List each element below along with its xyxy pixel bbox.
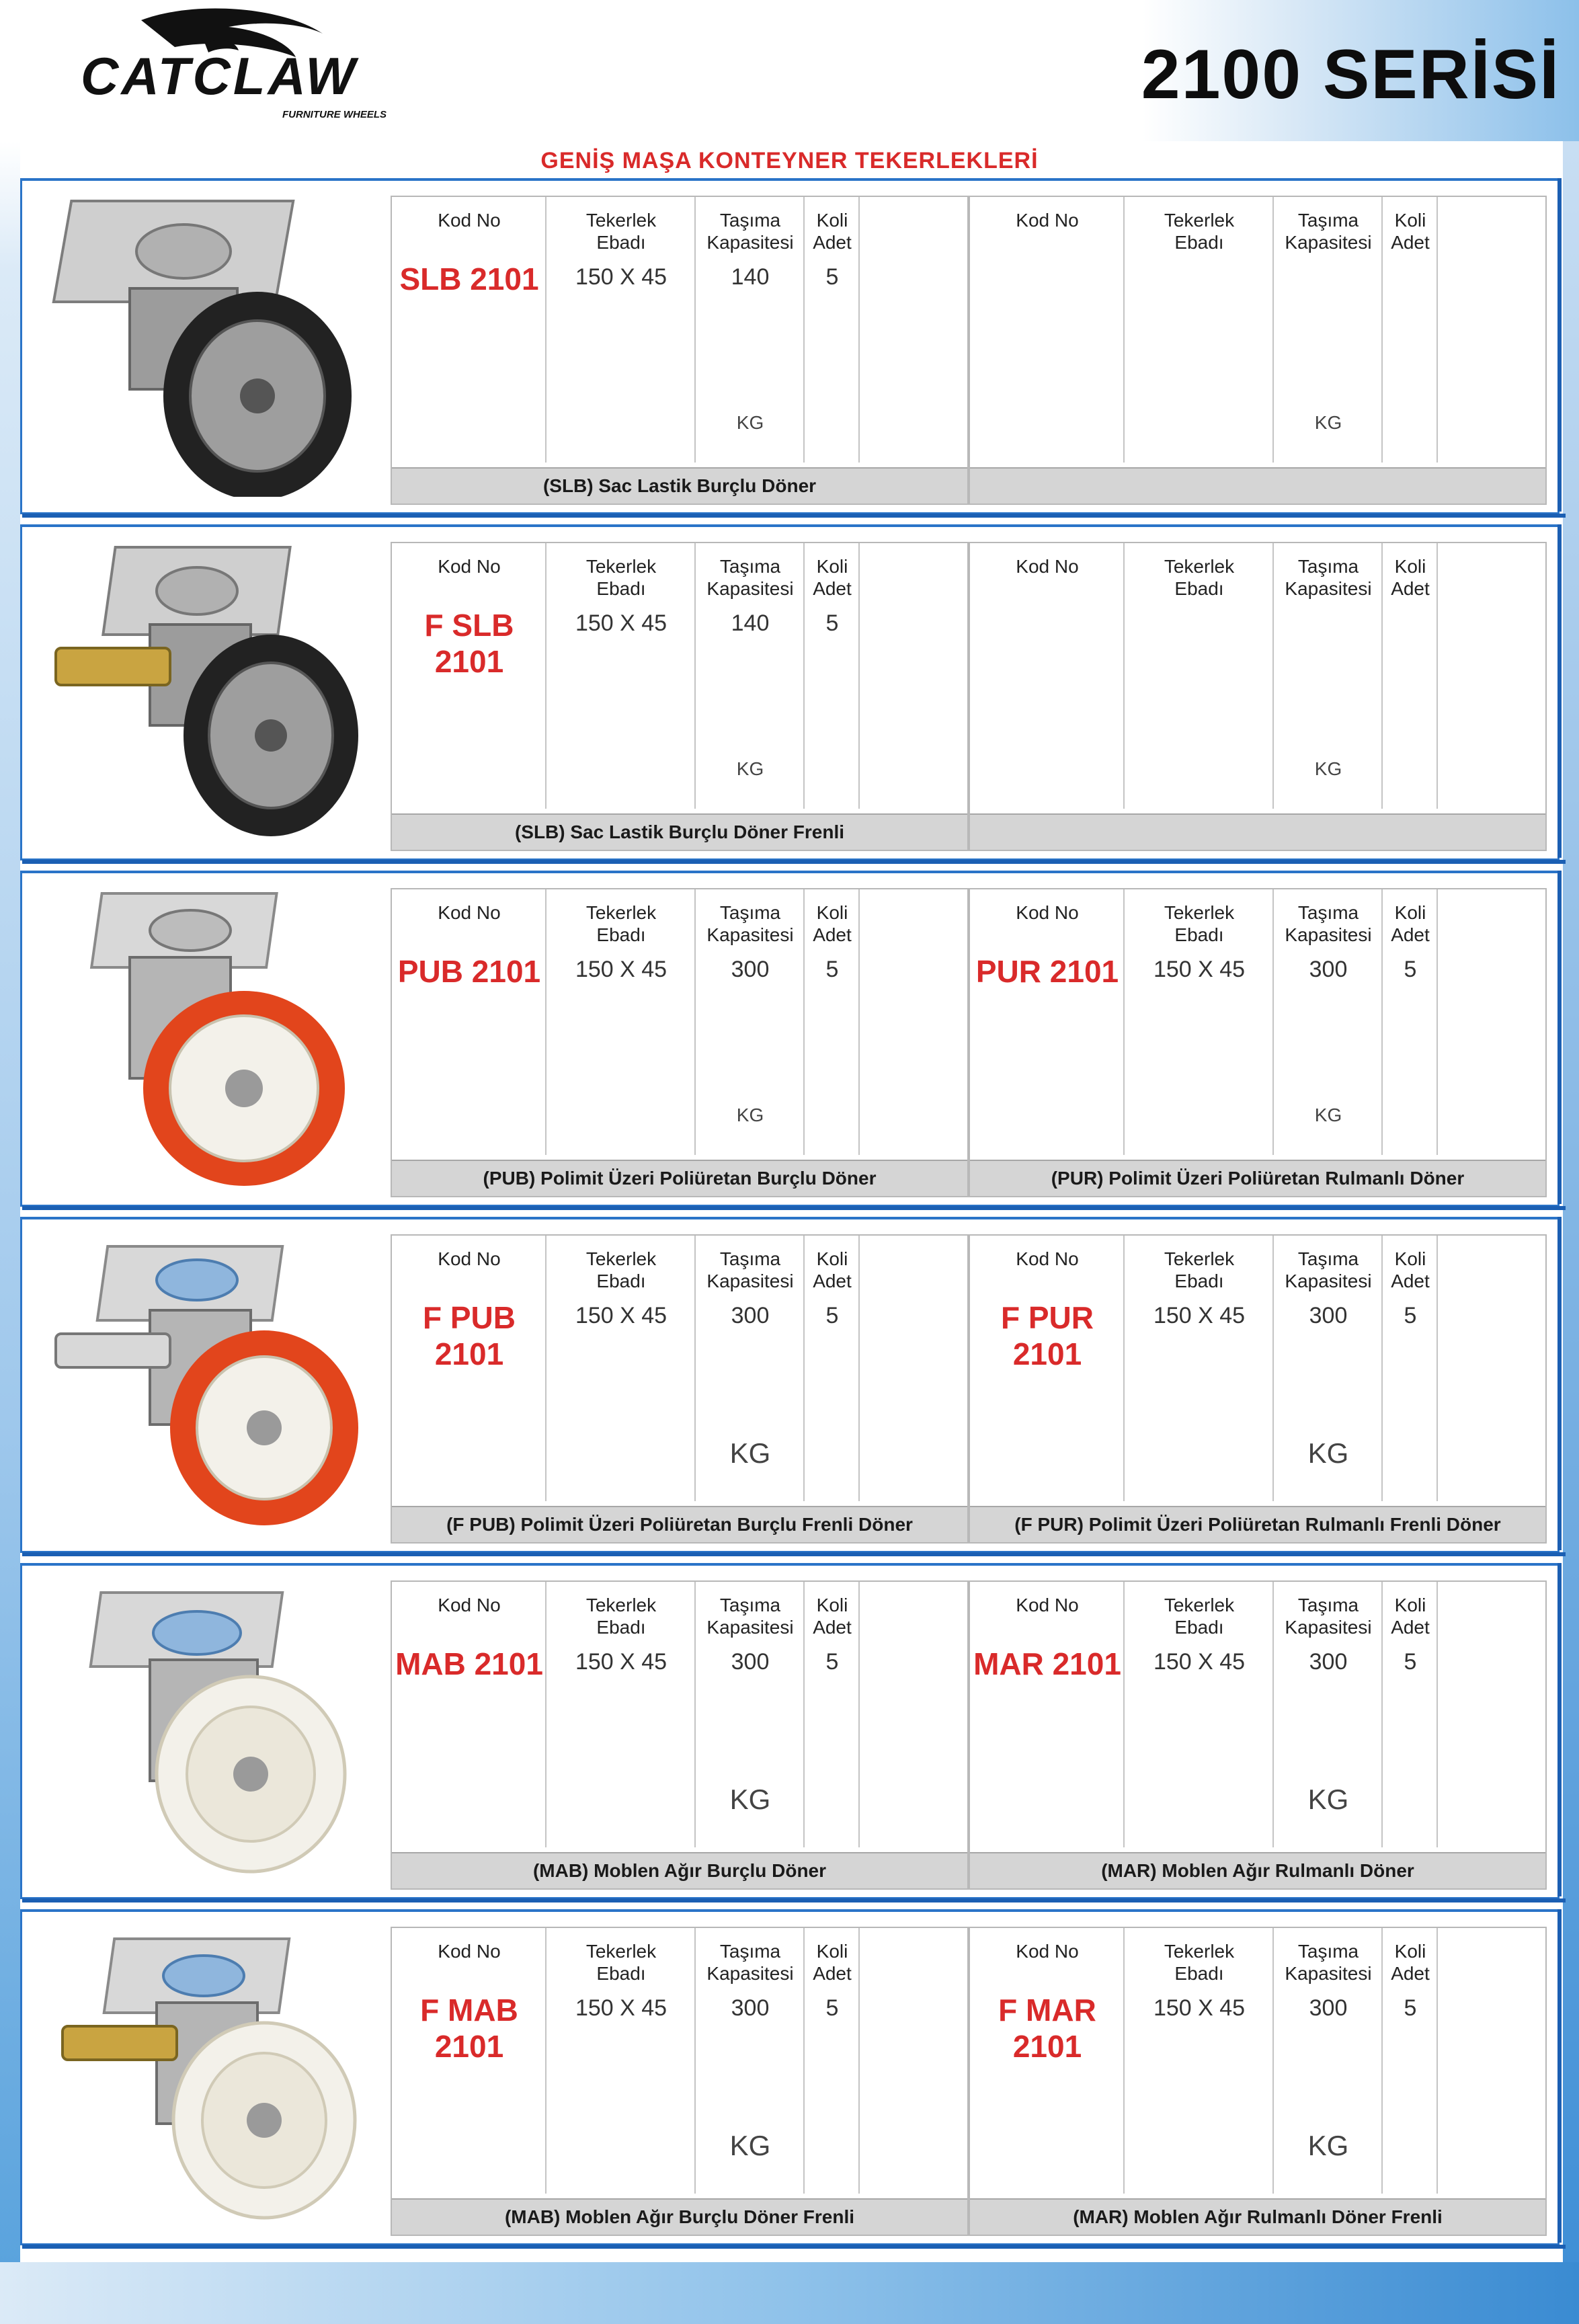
col-header-size: Tekerlek Ebadı — [1164, 1595, 1235, 1638]
product-table — [391, 1927, 969, 2236]
wheel-size: 150 X 45 — [575, 1995, 667, 2021]
col-header-size: Tekerlek Ebadı — [585, 1595, 657, 1638]
product-caption: (F PUB) Polimit Üzeri Poliüretan Burçlu Frenli Döner — [392, 1506, 967, 1542]
capacity: 300 — [1309, 1303, 1348, 1328]
product-caption: (SLB) Sac Lastik Burçlu Döner Frenli — [392, 813, 967, 850]
product-caption: (MAR) Moblen Ağır Rulmanlı Döner Frenli — [970, 2198, 1545, 2235]
product-table — [391, 1234, 969, 1544]
product-code: PUR 2101 — [975, 954, 1119, 989]
col-header-capacity: Taşıma Kapasitesi — [1285, 210, 1372, 253]
unit-kg: KG — [729, 2130, 771, 2161]
col-header-code: Kod No — [438, 1595, 501, 1615]
col-header-capacity: Taşıma Kapasitesi — [1285, 1941, 1372, 1984]
product-table — [969, 1580, 1547, 1890]
unit-kg: KG — [1307, 1784, 1349, 1815]
col-header-size: Tekerlek Ebadı — [1164, 902, 1235, 945]
product-table — [969, 542, 1547, 851]
box-qty: 5 — [1404, 1649, 1417, 1675]
swivel-caster-white-nylon-image — [36, 1579, 399, 1882]
product-code: F SLB 2101 — [424, 608, 514, 679]
right-decorative-band — [1563, 141, 1579, 2266]
capacity: 300 — [1309, 957, 1348, 982]
product-code: SLB 2101 — [399, 262, 539, 296]
product-caption: (PUB) Polimit Üzeri Poliüretan Burçlu Döner — [392, 1160, 967, 1196]
product-table — [969, 1234, 1547, 1544]
braked-caster-black-rubber-image — [36, 540, 399, 843]
product-table — [391, 1580, 969, 1890]
product-table — [391, 196, 969, 505]
col-header-size: Tekerlek Ebadı — [585, 1941, 657, 1984]
wheel-size: 150 X 45 — [1153, 1649, 1246, 1675]
product-code: F PUB 2101 — [423, 1300, 516, 1371]
col-header-capacity: Taşıma Kapasitesi — [1285, 1595, 1372, 1638]
product-code: MAB 2101 — [395, 1646, 543, 1681]
unit-kg: KG — [736, 1105, 764, 1125]
product-code: MAR 2101 — [973, 1646, 1121, 1681]
product-row-fslb — [20, 524, 1560, 860]
col-header-capacity: Taşıma Kapasitesi — [706, 1595, 794, 1638]
product-code: PUB 2101 — [397, 954, 541, 989]
col-header-box: Koli Adet — [813, 1595, 852, 1638]
product-row-pub-pur — [20, 871, 1560, 1207]
unit-kg: KG — [736, 758, 764, 779]
swivel-caster-red-polyurethane-image — [36, 887, 399, 1189]
col-header-box: Koli Adet — [1391, 1595, 1430, 1638]
wheel-size: 150 X 45 — [1153, 1995, 1246, 2021]
capacity: 140 — [731, 264, 770, 290]
capacity: 300 — [731, 1649, 770, 1675]
product-caption: (F PUR) Polimit Üzeri Poliüretan Rulmanlı Frenli Döner — [970, 1506, 1545, 1542]
col-header-capacity: Taşıma Kapasitesi — [706, 902, 794, 945]
col-header-size: Tekerlek Ebadı — [1164, 1248, 1235, 1291]
box-qty: 5 — [825, 1649, 839, 1675]
col-header-code: Kod No — [1016, 902, 1079, 923]
product-code: F MAR 2101 — [998, 1993, 1096, 2064]
col-header-code: Kod No — [1016, 1595, 1079, 1615]
col-header-code: Kod No — [438, 902, 501, 923]
col-header-code: Kod No — [438, 210, 501, 231]
capacity: 300 — [1309, 1995, 1348, 2021]
col-header-size: Tekerlek Ebadı — [585, 210, 657, 253]
wheel-size: 150 X 45 — [575, 264, 667, 290]
product-row-fmab-fmar — [20, 1909, 1560, 2245]
page-subtitle: GENİŞ MAŞA KONTEYNER TEKERLEKLERİ — [540, 148, 1039, 173]
col-header-capacity: Taşıma Kapasitesi — [1285, 1248, 1372, 1291]
col-header-code: Kod No — [438, 1248, 501, 1269]
wheel-size: 150 X 45 — [1153, 1303, 1246, 1328]
col-header-box: Koli Adet — [1391, 902, 1430, 945]
product-caption: (MAR) Moblen Ağır Rulmanlı Döner — [970, 1852, 1545, 1888]
product-table — [969, 1927, 1547, 2236]
wheel-size: 150 X 45 — [575, 610, 667, 636]
product-code: F MAB 2101 — [420, 1993, 518, 2064]
col-header-box: Koli Adet — [813, 210, 852, 253]
col-header-box: Koli Adet — [813, 902, 852, 945]
col-header-box: Koli Adet — [813, 1248, 852, 1291]
col-header-size: Tekerlek Ebadı — [585, 902, 657, 945]
col-header-size: Tekerlek Ebadı — [1164, 1941, 1235, 1984]
box-qty: 5 — [825, 610, 839, 636]
wheel-size: 150 X 45 — [575, 957, 667, 982]
col-header-capacity: Taşıma Kapasitesi — [1285, 556, 1372, 599]
col-header-box: Koli Adet — [1391, 210, 1430, 253]
col-header-size: Tekerlek Ebadı — [1164, 556, 1235, 599]
wheel-size: 150 X 45 — [575, 1303, 667, 1328]
capacity: 300 — [731, 1303, 770, 1328]
col-header-box: Koli Adet — [813, 556, 852, 599]
box-qty: 5 — [825, 264, 839, 290]
left-decorative-band — [0, 141, 20, 2266]
svg-text:CATCLAW: CATCLAW — [81, 46, 358, 106]
col-header-box: Koli Adet — [1391, 1941, 1430, 1984]
col-header-size: Tekerlek Ebadı — [585, 556, 657, 599]
product-table — [969, 888, 1547, 1197]
product-caption: (PUR) Polimit Üzeri Poliüretan Rulmanlı Döner — [970, 1160, 1545, 1196]
col-header-box: Koli Adet — [1391, 1248, 1430, 1291]
product-table — [969, 196, 1547, 505]
col-header-code: Kod No — [1016, 556, 1079, 577]
braked-caster-white-nylon-image — [36, 1925, 399, 2228]
col-header-box: Koli Adet — [1391, 556, 1430, 599]
col-header-code: Kod No — [438, 556, 501, 577]
col-header-box: Koli Adet — [813, 1941, 852, 1984]
product-table — [391, 542, 969, 851]
box-qty: 5 — [825, 957, 839, 982]
series-title: 2100 SERİSİ — [1141, 36, 1560, 114]
unit-kg: KG — [729, 1437, 771, 1469]
braked-caster-red-polyurethane-image — [36, 1233, 399, 1535]
capacity: 300 — [731, 1995, 770, 2021]
col-header-size: Tekerlek Ebadı — [1164, 210, 1235, 253]
unit-kg: KG — [736, 412, 764, 433]
box-qty: 5 — [1404, 957, 1417, 982]
product-code: F PUR 2101 — [1001, 1300, 1094, 1371]
catclaw-logo — [60, 7, 423, 128]
unit-kg: KG — [1314, 412, 1342, 433]
unit-kg: KG — [1314, 1105, 1342, 1125]
product-row-mab-mar — [20, 1563, 1560, 1899]
product-caption — [970, 467, 1545, 504]
product-table — [391, 888, 969, 1197]
col-header-size: Tekerlek Ebadı — [585, 1248, 657, 1291]
box-qty: 5 — [1404, 1303, 1417, 1328]
unit-kg: KG — [729, 1784, 771, 1815]
wheel-size: 150 X 45 — [575, 1649, 667, 1675]
unit-kg: KG — [1314, 758, 1342, 779]
box-qty: 5 — [1404, 1995, 1417, 2021]
box-qty: 5 — [825, 1303, 839, 1328]
capacity: 140 — [731, 610, 770, 636]
capacity: 300 — [1309, 1649, 1348, 1675]
bottom-decorative-band — [0, 2262, 1579, 2324]
col-header-code: Kod No — [1016, 1248, 1079, 1269]
col-header-capacity: Taşıma Kapasitesi — [706, 1941, 794, 1984]
col-header-capacity: Taşıma Kapasitesi — [1285, 902, 1372, 945]
box-qty: 5 — [825, 1995, 839, 2021]
product-caption: (MAB) Moblen Ağır Burçlu Döner — [392, 1852, 967, 1888]
product-caption: (MAB) Moblen Ağır Burçlu Döner Frenli — [392, 2198, 967, 2235]
capacity: 300 — [731, 957, 770, 982]
unit-kg: KG — [1307, 1437, 1349, 1469]
unit-kg: KG — [1307, 2130, 1349, 2161]
svg-text:FURNITURE WHEELS: FURNITURE WHEELS — [282, 109, 387, 120]
product-row-fpub-fpur — [20, 1217, 1560, 1553]
product-row-slb — [20, 178, 1560, 514]
swivel-caster-black-rubber-image — [36, 194, 399, 497]
product-caption — [970, 813, 1545, 850]
wheel-size: 150 X 45 — [1153, 957, 1246, 982]
col-header-capacity: Taşıma Kapasitesi — [706, 1248, 794, 1291]
product-caption: (SLB) Sac Lastik Burçlu Döner — [392, 467, 967, 504]
col-header-code: Kod No — [1016, 210, 1079, 231]
col-header-code: Kod No — [438, 1941, 501, 1962]
col-header-capacity: Taşıma Kapasitesi — [706, 210, 794, 253]
col-header-code: Kod No — [1016, 1941, 1079, 1962]
col-header-capacity: Taşıma Kapasitesi — [706, 556, 794, 599]
